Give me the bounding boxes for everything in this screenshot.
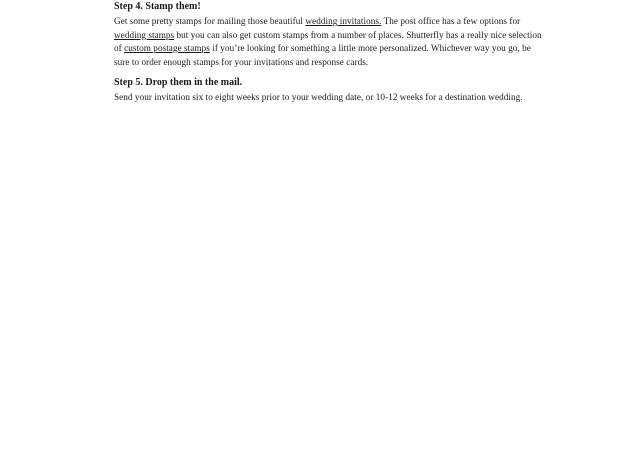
wedding-stamps-link[interactable]: wedding stamps	[114, 29, 175, 40]
step-4-heading: Step 4. Stamp them!	[114, 1, 201, 12]
wedding-invitations-link[interactable]: wedding invitations.	[305, 16, 382, 26]
step-4-text-3: but you can also get custom stamps from a number of places. Shutterfly has a really nice selection of	[114, 29, 542, 53]
step-5-heading: Step 5. Drop them in the mail.	[114, 77, 243, 88]
step-5-paragraph: Send your invitation six to eight weeks prior to your wedding date, or 10-12 weeks for a destination wedding.	[114, 92, 523, 102]
article-content	[114, 0, 544, 105]
step-4-section	[114, 0, 544, 69]
step-5-section	[114, 76, 544, 105]
step-4-text-2: The post office has a few options for	[381, 16, 521, 26]
step-4-text-4: if you’re looking for something a little more personalized. Whichever way you go, be sure to order enough stamps for your invitations and response cards.	[114, 43, 531, 67]
step-4-text-1: Get some pretty stamps for mailing those beautiful	[114, 16, 306, 26]
custom-postage-stamps-link[interactable]: custom postage stamps	[124, 43, 210, 53]
step-4-paragraph	[114, 15, 544, 69]
